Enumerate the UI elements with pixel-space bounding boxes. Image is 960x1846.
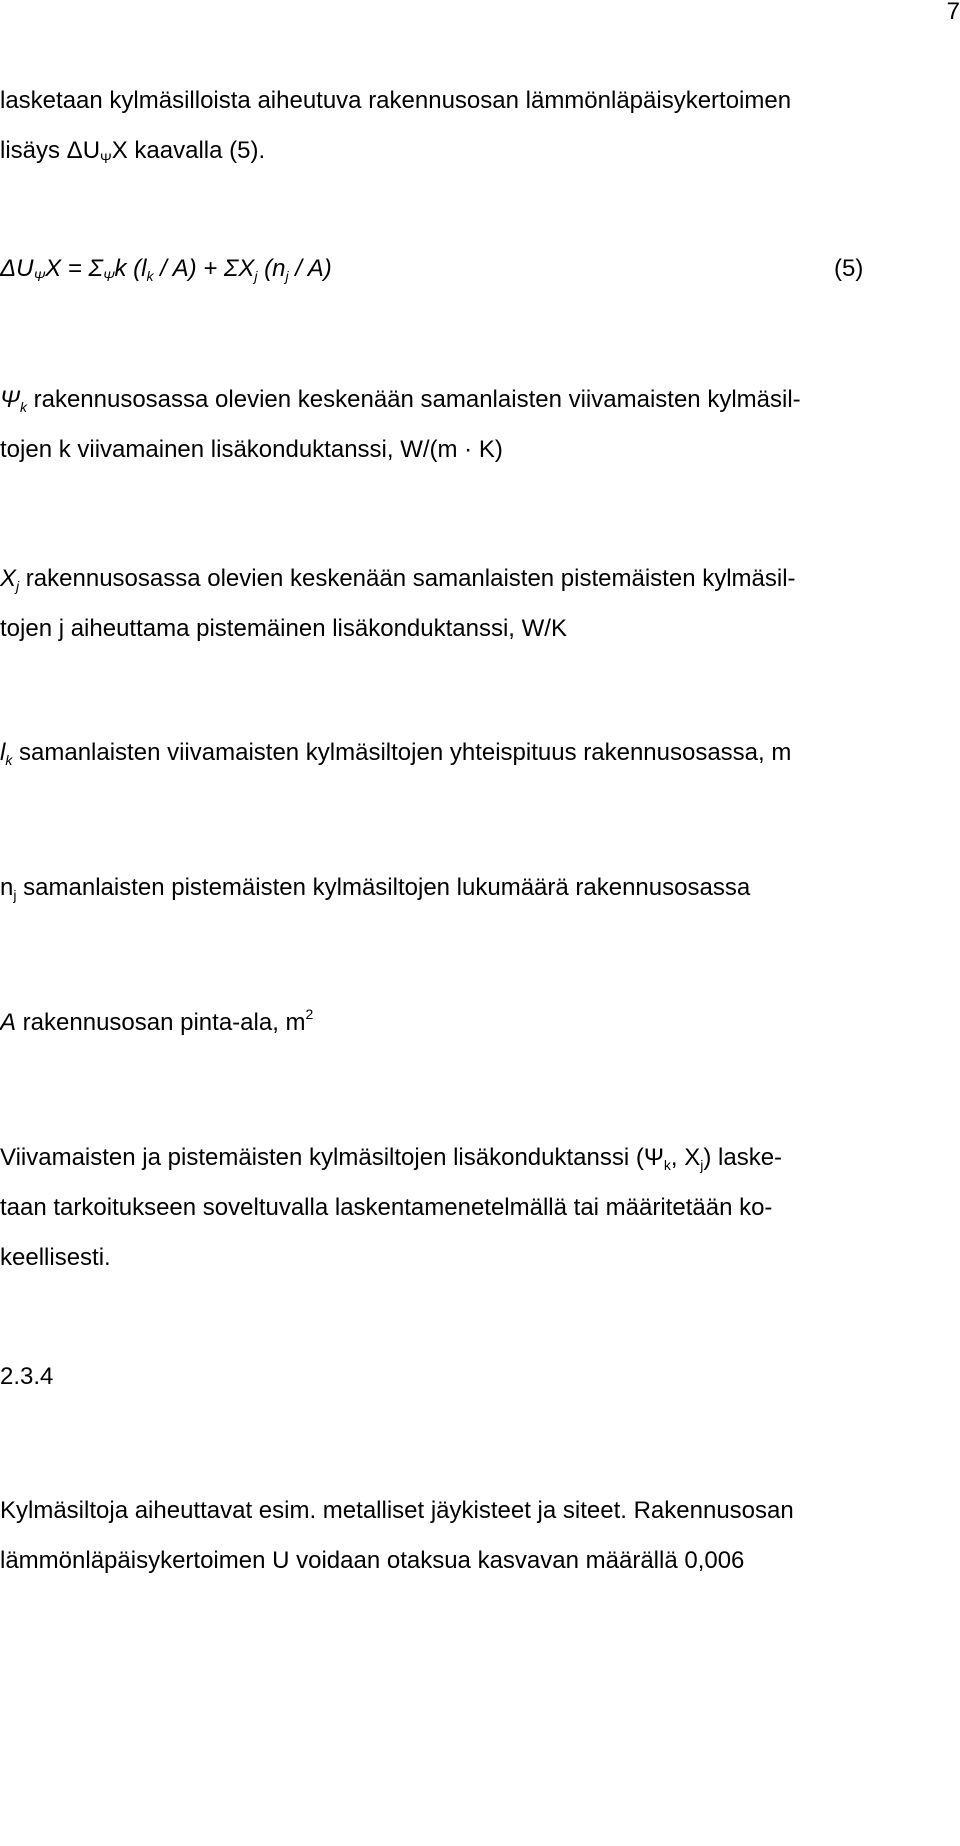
psi-symbol: Ψ	[0, 386, 20, 413]
page-number: 7	[946, 0, 960, 25]
definition-area	[0, 998, 313, 1048]
definition-psi	[0, 375, 801, 475]
formula-subscript: Ψ	[33, 268, 46, 284]
definition-psi-line-2: tojen k viivamainen lisäkonduktanssi, W/(m · K)	[0, 436, 503, 463]
formula-part: (n	[257, 255, 286, 282]
definition-count	[0, 863, 750, 913]
definition-area-line	[0, 998, 313, 1048]
formula-subscript: j	[285, 268, 289, 284]
count-symbol: n	[0, 874, 14, 901]
formula-expression	[0, 244, 960, 294]
paragraph-subscript: j	[700, 1157, 704, 1173]
definition-chi	[0, 554, 796, 654]
paragraph-line-3: keellisesti.	[0, 1244, 111, 1271]
definition-psi-line-1	[0, 375, 801, 425]
chi-symbol: X	[0, 565, 17, 592]
paragraph-line-1	[0, 1133, 782, 1183]
paragraph-line-2: taan tarkoitukseen soveltuvalla laskentamenetelmällä tai määritetään ko-	[0, 1194, 773, 1221]
formula-number: (5)	[834, 255, 864, 282]
paragraph-subscript: k	[663, 1157, 671, 1173]
chi-subscript: j	[16, 578, 20, 594]
section-number-text: 2.3.4	[0, 1363, 54, 1390]
formula-subscript: Ψ	[102, 268, 115, 284]
area-superscript: 2	[305, 1006, 314, 1022]
formula-part: ΔU	[0, 255, 34, 282]
paragraph-lisakonduktanssi	[0, 1133, 782, 1283]
definition-chi-line-1	[0, 554, 796, 604]
formula-part: / A)	[288, 255, 332, 282]
formula-subscript: j	[254, 268, 258, 284]
final-line-2: lämmönläpäisykertoimen U voidaan otaksua kasvavan määrällä 0,006	[0, 1547, 745, 1574]
length-subscript: k	[5, 752, 13, 768]
intro-line-2	[0, 126, 791, 176]
definition-length-line	[0, 728, 791, 778]
formula-part: / A) + ΣX	[153, 255, 255, 282]
intro-line-1: lasketaan kylmäsilloista aiheutuva rakennusosan lämmönläpäisykertoimen	[0, 87, 792, 114]
intro-text-a: lisäys ΔU	[0, 137, 101, 164]
length-symbol: l	[0, 739, 6, 766]
area-symbol: A	[0, 1009, 17, 1036]
psi-subscript: k	[19, 399, 27, 415]
area-text: rakennusosan pinta-ala, m	[16, 1009, 306, 1036]
formula-part: X = Σ	[45, 255, 103, 282]
count-subscript: j	[13, 887, 17, 903]
section-number	[0, 1352, 53, 1402]
definition-length	[0, 728, 791, 778]
length-text: samanlaisten viivamaisten kylmäsiltojen yhteispituus rakennusosassa, m	[12, 739, 792, 766]
paragraph-text: ) laske-	[703, 1144, 783, 1171]
paragraph-text: , X	[670, 1144, 701, 1171]
formula-subscript: k	[146, 268, 154, 284]
final-line-1: Kylmäsiltoja aiheuttavat esim. metalliset jäykisteet ja siteet. Rakennusosan	[0, 1497, 794, 1524]
psi-text: rakennusosassa olevien keskenään samanlaisten viivamaisten kylmäsil-	[26, 386, 801, 413]
intro-text-b: X kaavalla (5).	[111, 137, 266, 164]
chi-text: rakennusosassa olevien keskenään samanlaisten pistemäisten kylmäsil-	[19, 565, 796, 592]
paragraph-text: Viivamaisten ja pistemäisten kylmäsiltojen lisäkonduktanssi (Ψ	[0, 1144, 664, 1171]
intro-paragraph	[0, 76, 791, 176]
count-text: samanlaisten pistemäisten kylmäsiltojen lukumäärä rakennusosassa	[16, 874, 751, 901]
definition-count-line	[0, 863, 750, 913]
intro-subscript: Ψ	[100, 150, 112, 166]
definition-chi-line-2: tojen j aiheuttama pistemäinen lisäkonduktanssi, W/K	[0, 615, 567, 642]
final-paragraph	[0, 1486, 794, 1586]
formula	[0, 244, 960, 294]
formula-part: k (l	[114, 255, 147, 282]
